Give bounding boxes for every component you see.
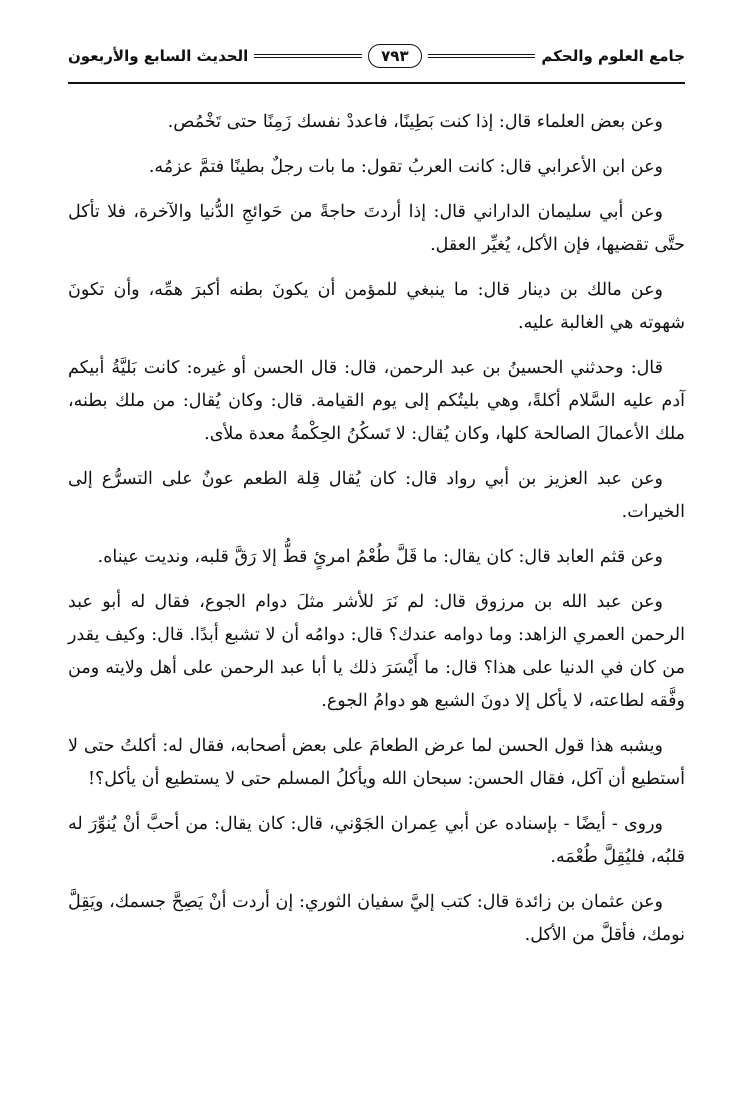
- paragraph: وعن مالك بن دينار قال: ما ينبغي للمؤمن أن يكونَ بطنه أكبرَ همِّه، وأن تكونَ شهوته هي الغالبة عليه.: [68, 280, 685, 333]
- running-header: [68, 36, 685, 84]
- paragraph: وعن ابن الأعرابي قال: كانت العربُ تقول: ما بات رجلٌ بطينًا فتمَّ عزمُه.: [148, 157, 663, 177]
- header-rule-right: [428, 54, 536, 58]
- paragraph: وعن عثمان بن زائدة قال: كتب إليَّ سفيان الثوري: إن أردت أنْ يَصِحَّ جسمك، ويَقِلَّ نومك، فأقلَّ من الأكل.: [68, 892, 685, 945]
- paragraph: وروى - أيضًا - بإسناده عن أبي عِمران الجَوْني، قال: كان يقال: من أحبَّ أنْ يُنوِّرَ له قلبُه، فليُقِلَّ طُعْمَه.: [68, 814, 685, 867]
- paragraph: وعن بعض العلماء قال: إذا كنت بَطِينًا، فاعددْ نفسك زَمِنًا حتى تَخْمُص.: [167, 112, 663, 132]
- page-number: ٧٩٣: [368, 44, 421, 68]
- header-divider: [68, 82, 685, 84]
- paragraph: وعن عبد العزيز بن أبي رواد قال: كان يُقال قِلة الطعم عونٌ على التسرُّع إلى الخيرات.: [68, 469, 685, 522]
- chapter-title: الحديث السابع والأربعون: [67, 47, 249, 65]
- page-body: [68, 106, 685, 952]
- paragraph: وعن أبي سليمان الداراني قال: إذا أردتَ حاجةً من حَوائجِ الدُّنيا والآخرة، فلا تأكل حتَّى تقضيها، فإن الأكل، يُغيِّر العقل.: [68, 202, 685, 255]
- paragraph: وعن قثم العابد قال: كان يقال: ما قَلَّ طُعْمُ امرئٍ قطُّ إلا رَقَّ قلبه، ونديت عيناه.: [97, 547, 663, 567]
- paragraph: ويشبه هذا قول الحسن لما عرض الطعامَ على بعض أصحابه، فقال له: أكلتُ حتى لا أستطيع أن آكل، فقال الحسن: سبحان الله ويأكلُ المسلم حتى لا يستطيع أن يأكل؟!: [68, 736, 685, 789]
- paragraph: قال: وحدثني الحسينُ بن عبد الرحمن، قال: قال الحسن أو غيره: كانت بَليَّةُ أبيكم آدم عليه السَّلام أكلةً، وهي بليتُكم إلى يوم القيامة. قال: وكان يُقال: من ملك بطنه، ملك الأعمالَ الصالحة كلها، وكان يُقال: لا تَسكُنُ الحِكْمةُ معدة ملأى.: [68, 358, 685, 444]
- header-rule-left: [254, 54, 362, 58]
- book-title: جامع العلوم والحكم: [541, 47, 685, 65]
- book-page: [68, 36, 685, 1096]
- paragraph: وعن عبد الله بن مرزوق قال: لم نَرَ للأشر مثلَ دوام الجوع، فقال له أبو عبد الرحمن العمري الزاهد: وما دوامه عندك؟ قال: دوامُه أن لا تشبع أبدًا. قال: وكيف يقدر من كان في الدنيا على هذا؟ قال: ما أَيْسَرَ ذلك يا أبا عبد الرحمن على أهل ولايته ومن وفَّقه لطاعته، لا يأكل إلا دونَ الشبع هو دوامُ الجوع.: [68, 592, 685, 711]
